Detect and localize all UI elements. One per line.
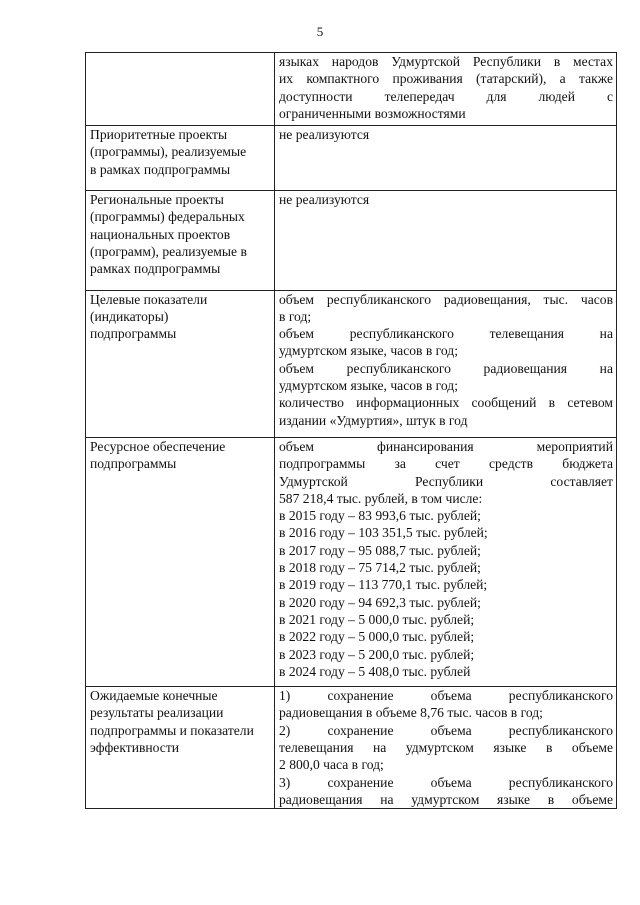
value-line: в 2019 году – 113 770,1 тыс. рублей;: [279, 577, 488, 593]
value-line: в 2024 году – 5 408,0 тыс. рублей: [279, 663, 471, 679]
value-line: в 2018 году – 75 714,2 тыс. рублей;: [279, 560, 481, 576]
label-line: в рамках подпрограммы: [90, 161, 231, 177]
passport-table: [85, 52, 617, 809]
row-label-cell: [86, 437, 275, 686]
value-line: в 2015 году – 83 993,6 тыс. рублей;: [279, 508, 481, 524]
value-line: их компактного проживания (татарский), а также: [279, 71, 613, 87]
table-row: [86, 687, 617, 809]
label-line: (индикаторы): [90, 308, 169, 324]
value-line: не реализуются: [279, 192, 370, 208]
label-line: подпрограммы и показатели: [90, 722, 254, 738]
value-line: Удмуртской Республики составляет: [279, 473, 613, 489]
label-line: (программы) федеральных: [90, 209, 245, 225]
table-row: [86, 53, 617, 126]
row-value-cell: [275, 191, 617, 290]
value-line: 587 218,4 тыс. рублей, в том числе:: [279, 490, 483, 506]
value-line: 2 800,0 часа в год;: [279, 757, 384, 773]
value-line: 1) сохранение объема республиканского: [279, 688, 613, 704]
value-line: удмуртском языке, часов в год;: [279, 343, 458, 359]
row-value-cell: [275, 290, 617, 437]
label-line: национальных проектов: [90, 226, 231, 242]
value-line: количество информационных сообщений в сетевом: [279, 395, 613, 411]
value-line: издании «Удмуртия», штук в год: [279, 412, 468, 428]
value-line: подпрограммы за счет средств бюджета: [279, 456, 613, 472]
row-label-cell: [86, 290, 275, 437]
row-label-cell: [86, 53, 275, 126]
value-line: в год;: [279, 308, 312, 324]
row-value-cell: [275, 53, 617, 126]
label-line: Целевые показатели: [90, 291, 208, 307]
table-row: [86, 437, 617, 686]
value-line: в 2022 году – 5 000,0 тыс. рублей;: [279, 629, 475, 645]
value-line: радиовещания на удмуртском языке в объеме: [279, 791, 613, 807]
value-line: объем республиканского радиовещания на: [279, 360, 613, 376]
value-line: объем финансирования мероприятий: [279, 438, 613, 454]
value-line: объем республиканского радиовещания, тыс. часов: [279, 291, 613, 307]
value-line: радиовещания в объеме 8,76 тыс. часов в год;: [279, 705, 543, 721]
value-line: 3) сохранение объема республиканского: [279, 774, 613, 790]
value-line: удмуртском языке, часов в год;: [279, 378, 458, 394]
label-line: Приоритетные проекты: [90, 127, 228, 143]
value-line: в 2023 году – 5 200,0 тыс. рублей;: [279, 646, 475, 662]
label-line: Региональные проекты: [90, 192, 224, 208]
row-value-cell: [275, 687, 617, 809]
label-line: (программы), реализуемые: [90, 144, 247, 160]
value-line: в 2021 году – 5 000,0 тыс. рублей;: [279, 611, 475, 627]
value-line: в 2016 году – 103 351,5 тыс. рублей;: [279, 525, 488, 541]
value-line: 2) сохранение объема республиканского: [279, 722, 613, 738]
table-body: [86, 53, 617, 809]
value-line: объем республиканского телевещания на: [279, 326, 613, 342]
label-line: результаты реализации: [90, 705, 224, 721]
value-line: ограниченными возможностями: [279, 105, 466, 121]
row-label-cell: [86, 687, 275, 809]
value-line: в 2017 году – 95 088,7 тыс. рублей;: [279, 542, 481, 558]
row-label-cell: [86, 191, 275, 290]
label-line: эффективности: [90, 739, 180, 755]
table-row: [86, 126, 617, 191]
page-number: 5: [316, 24, 324, 39]
value-line: языках народов Удмуртской Республики в местах: [279, 54, 613, 69]
label-line: подпрограммы: [90, 326, 177, 342]
row-label-cell: [86, 126, 275, 191]
label-line: рамках подпрограммы: [90, 261, 221, 277]
label-line: (программ), реализуемые в: [90, 243, 247, 259]
label-line: Ресурсное обеспечение: [90, 438, 226, 454]
value-line: не реализуются: [279, 127, 370, 143]
row-value-cell: [275, 437, 617, 686]
table-row: [86, 290, 617, 437]
row-value-cell: [275, 126, 617, 191]
label-line: подпрограммы: [90, 456, 177, 472]
value-line: в 2020 году – 94 692,3 тыс. рублей;: [279, 594, 481, 610]
value-line: телевещания на удмуртском языке в объеме: [279, 739, 613, 755]
table-row: [86, 191, 617, 290]
label-line: Ожидаемые конечные: [90, 688, 218, 704]
value-line: доступности телепередач для людей с: [279, 88, 613, 104]
